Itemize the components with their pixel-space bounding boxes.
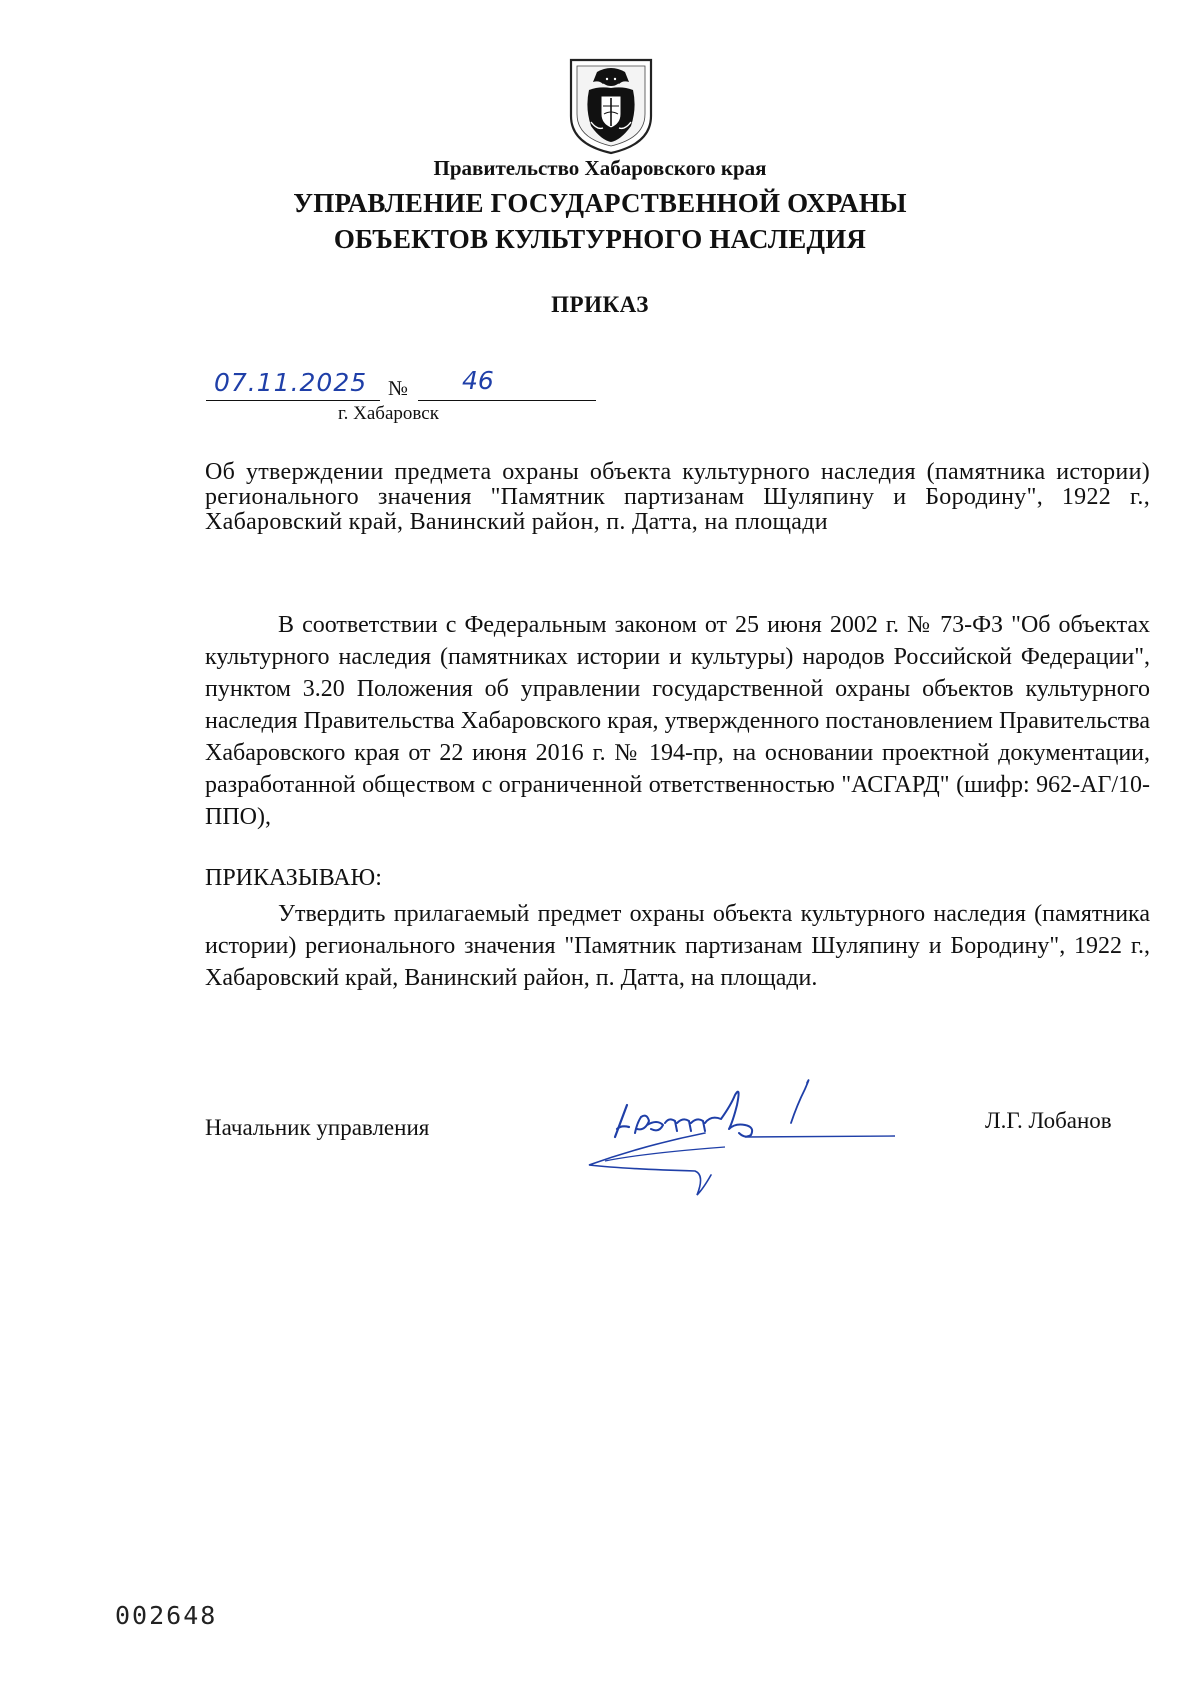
- date-underline: [206, 400, 380, 401]
- order-subject: Об утверждении предмета охраны объекта культурного наследия (памятника истории) регионального значения "Памятник партизанам Шуляпину и Бородину", 1922 г., Хабаровский край, Ванинский район, п. Датта, на площади: [205, 459, 1150, 535]
- signature-icon: [585, 1065, 965, 1210]
- number-sign: №: [388, 376, 409, 400]
- order-number: 46: [462, 366, 494, 395]
- decision-paragraph: Утвердить прилагаемый предмет охраны объекта культурного наследия (памятника истории) регионального значения "Памятник партизанам Шуляпину и Бородину", 1922 г., Хабаровский край, Ванинский район, п. Датта, на площади.: [205, 901, 1150, 991]
- order-date: 07.11.2025: [214, 368, 368, 397]
- order-directive-word: ПРИКАЗЫВАЮ:: [205, 865, 382, 891]
- department-name-line1: УПРАВЛЕНИЕ ГОСУДАРСТВЕННОЙ ОХРАНЫ: [293, 188, 907, 218]
- signer-name: Л.Г. Лобанов: [985, 1108, 1112, 1133]
- registration-number: 002648: [115, 1601, 218, 1630]
- number-underline: [418, 400, 596, 401]
- department-name-line2: ОБЪЕКТОВ КУЛЬТУРНОГО НАСЛЕДИЯ: [333, 224, 867, 254]
- legal-basis-paragraph: В соответствии с Федеральным законом от 25 июня 2002 г. № 73-ФЗ "Об объектах культурного наследия (памятниках истории и культуры) народов Российской Федерации", пунктом 3.20 Положения об управлении государственной охраны объектов культурного наследия Правительства Хабаровского края, утвержденного постановлением Правительства Хабаровского края от 22 июня 2016 г. № 194-пр, на основании проектной документации, разработанной обществом с ограниченной ответственностью "АСГАРД" (шифр: 962-АГ/10-ППО),: [205, 612, 1150, 830]
- signer-position: Начальник управления: [205, 1115, 430, 1140]
- document-title: ПРИКАЗ: [551, 292, 649, 317]
- government-name: Правительство Хабаровского края: [433, 156, 767, 180]
- coat-of-arms-icon: [567, 56, 655, 156]
- city-name: г. Хабаровск: [338, 403, 439, 424]
